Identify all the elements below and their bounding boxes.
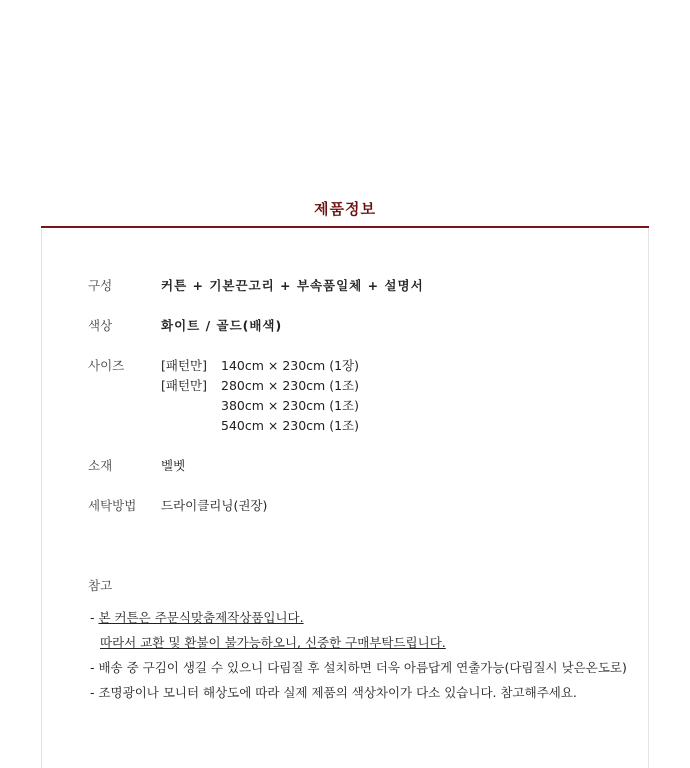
color-value: 화이트 / 골드(배색) (161, 318, 283, 333)
note-line-2: 따라서 교환 및 환불이 불가능하오니, 신중한 구매부탁드립니다. (100, 635, 446, 650)
page-title: 제품정보 (314, 200, 376, 218)
color-label: 색상 (88, 318, 113, 333)
material-value: 벨벳 (161, 458, 186, 473)
note-dash: - (90, 610, 99, 625)
size-row-dim: 140cm × 230cm (1장) (221, 358, 359, 373)
composition-value: 커튼 + 기본끈고리 + 부속품일체 + 설명서 (161, 278, 424, 293)
notes-label: 참고 (88, 578, 113, 593)
size-row-dim: 540cm × 230cm (1조) (221, 418, 359, 433)
composition-label: 구성 (88, 278, 113, 293)
size-row-tag: [패턴만] (161, 358, 207, 373)
note-line-4: - 조명광이나 모니터 해상도에 따라 실제 제품의 색상차이가 다소 있습니다. 참고해주세요. (90, 685, 577, 700)
size-row-tag: [패턴만] (161, 378, 207, 393)
size-row-dim: 380cm × 230cm (1조) (221, 398, 359, 413)
washing-value: 드라이클리닝(권장) (161, 498, 268, 513)
note-line-1 (90, 608, 304, 626)
note-text: 본 커튼은 주문식맞춤제작상품입니다. (98, 610, 304, 625)
washing-label: 세탁방법 (88, 498, 137, 513)
note-line-3: - 배송 중 구김이 생길 수 있으니 다림질 후 설치하면 더욱 아름답게 연출가능(다림질시 낮은온도로) (90, 660, 627, 675)
material-label: 소재 (88, 458, 113, 473)
size-row-dim: 280cm × 230cm (1조) (221, 378, 359, 393)
size-label: 사이즈 (88, 358, 125, 373)
